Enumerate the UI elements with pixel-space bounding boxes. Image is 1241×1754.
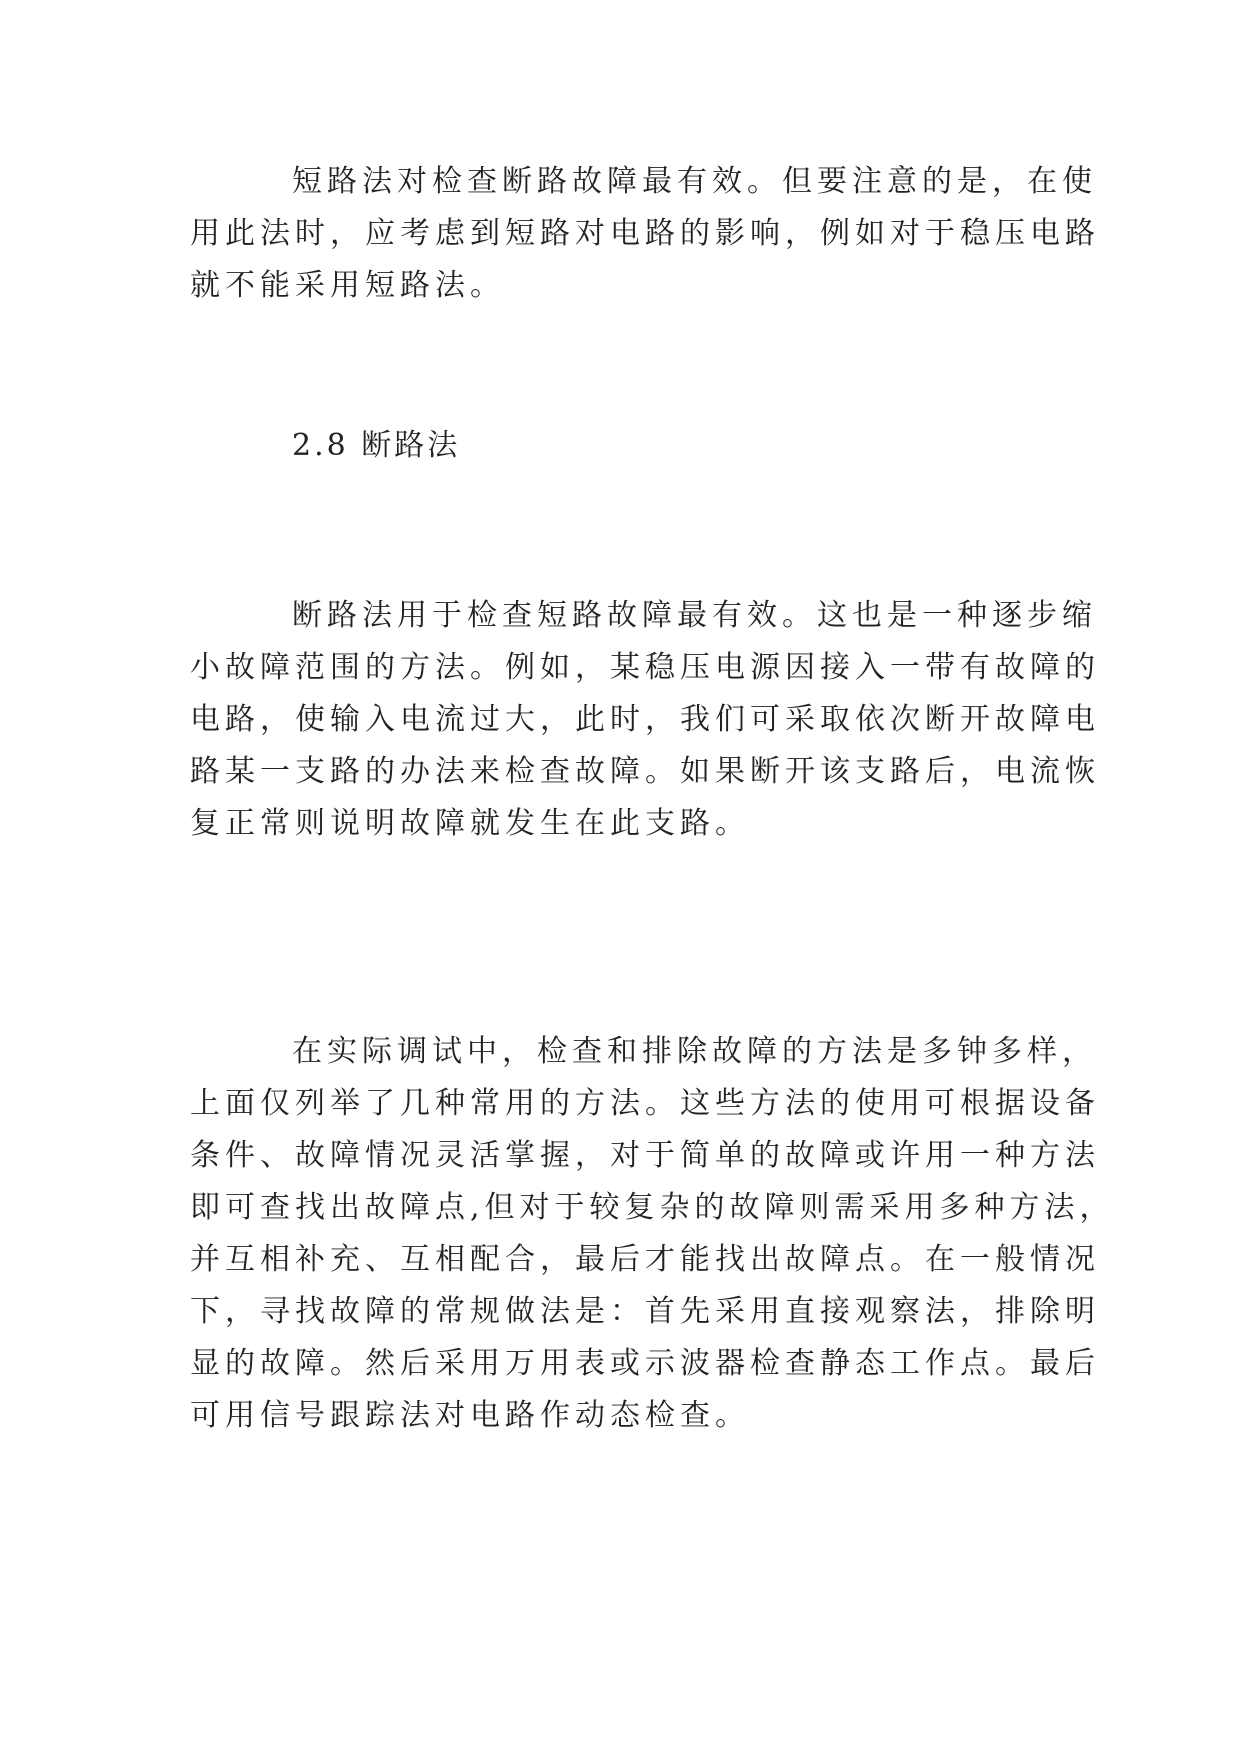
paragraph-line: 条件、故障情况灵活掌握，对于简单的故障或许用一种方法 <box>190 1138 1100 1173</box>
paragraph-line: 用此法时，应考虑到短路对电路的影响，例如对于稳压电路 <box>190 216 1100 251</box>
paragraph-line: 电路，使输入电流过大，此时，我们可采取依次断开故障电 <box>190 702 1100 737</box>
paragraph-line: 显的故障。然后采用万用表或示波器检查静态工作点。最后 <box>190 1346 1100 1381</box>
paragraph-line: 在实际调试中，检查和排除故障的方法是多钟多样， <box>292 1034 1097 1069</box>
paragraph-line: 就不能采用短路法。 <box>190 268 505 303</box>
paragraph-line: 并互相补充、互相配合，最后才能找出故障点。在一般情况 <box>190 1242 1100 1277</box>
section-heading: 2.8 断路法 <box>292 428 461 463</box>
paragraph-line: 可用信号跟踪法对电路作动态检查。 <box>190 1398 750 1433</box>
paragraph-line: 路某一支路的办法来检查故障。如果断开该支路后，电流恢 <box>190 754 1100 789</box>
paragraph-line: 上面仅列举了几种常用的方法。这些方法的使用可根据设备 <box>190 1086 1100 1121</box>
paragraph-line: 下，寻找故障的常规做法是：首先采用直接观察法，排除明 <box>190 1294 1100 1329</box>
paragraph-line: 断路法用于检查短路故障最有效。这也是一种逐步缩 <box>292 598 1097 633</box>
paragraph-line: 即可查找出故障点,但对于较复杂的故障则需采用多种方法， <box>190 1190 1115 1225</box>
paragraph-line: 小故障范围的方法。例如，某稳压电源因接入一带有故障的 <box>190 650 1100 685</box>
paragraph-line: 短路法对检查断路故障最有效。但要注意的是，在使 <box>292 164 1097 199</box>
paragraph-line: 复正常则说明故障就发生在此支路。 <box>190 806 750 841</box>
